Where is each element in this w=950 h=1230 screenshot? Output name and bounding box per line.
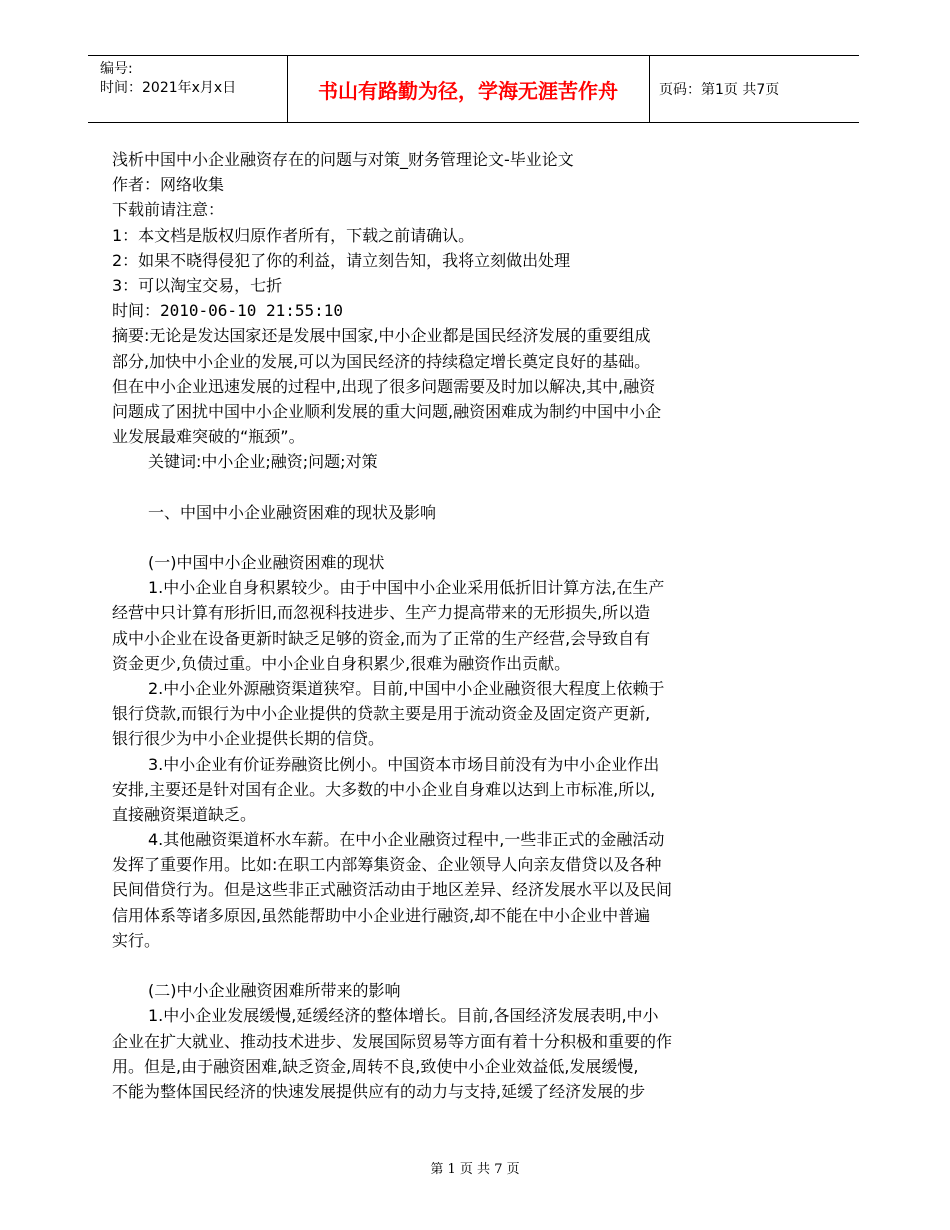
notice-item: 2：如果不晓得侵犯了你的利益，请立刻告知，我将立刻做出处理 bbox=[112, 250, 571, 270]
paragraph-line: 实行。 bbox=[112, 930, 161, 950]
section-heading: 一、中国中小企业融资困难的现状及影响 bbox=[148, 502, 437, 522]
paragraph-line: 信用体系等诸多原因,虽然能帮助中小企业进行融资,却不能在中小企业中普遍 bbox=[112, 905, 651, 925]
abstract-line: 问题成了困扰中国中小企业顺利发展的重大问题,融资困难成为制约中国中小企 bbox=[112, 401, 662, 421]
paragraph-line: 成中小企业在设备更新时缺乏足够的资金,而为了正常的生产经营,会导致自有 bbox=[112, 628, 651, 648]
time-label: 时间：2021年x月x日 bbox=[100, 80, 237, 96]
paragraph-line: 3.中小企业有价证券融资比例小。中国资本市场目前没有为中小企业作出 bbox=[148, 754, 660, 774]
paragraph-line: 发挥了重要作用。比如:在职工内部筹集资金、企业领导人向亲友借贷以及各种 bbox=[112, 855, 662, 875]
doc-author: 作者：网络收集 bbox=[112, 175, 225, 195]
paragraph-line: 经营中只计算有形折旧,而忽视科技进步、生产力提高带来的无形损失,所以造 bbox=[112, 603, 651, 623]
paragraph-line: 资金更少,负债过重。中小企业自身积累少,很难为融资作出贡献。 bbox=[112, 653, 571, 673]
abstract-line: 但在中小企业迅速发展的过程中,出现了很多问题需要及时加以解决,其中,融资 bbox=[112, 376, 656, 396]
abstract-line: 摘要:无论是发达国家还是发展中国家,中小企业都是国民经济发展的重要组成 bbox=[112, 326, 651, 346]
header-page-label: 页码：第1页 共7页 bbox=[659, 82, 780, 98]
header-divider bbox=[649, 56, 650, 122]
paragraph bbox=[112, 575, 762, 676]
header-motto: 书山有路勤为径，学海无涯苦作舟 bbox=[318, 78, 618, 103]
abstract-line: 部分,加快中小企业的发展,可以为国民经济的持续稳定增长奠定良好的基础。 bbox=[112, 351, 651, 371]
paragraph-line: 企业在扩大就业、推动技术进步、发展国际贸易等方面有着十分积极和重要的作 bbox=[112, 1031, 673, 1051]
subsection-heading: (二)中小企业融资困难所带来的影响 bbox=[148, 981, 401, 1001]
paragraph-line: 安排,主要还是针对国有企业。大多数的中小企业自身难以达到上市标准,所以, bbox=[112, 779, 656, 799]
header-meta bbox=[100, 60, 236, 98]
doc-time: 时间：2010-06-10 21:55:10 bbox=[112, 301, 344, 321]
keywords: 关键词:中小企业;融资;问题;对策 bbox=[148, 452, 378, 472]
paragraph bbox=[112, 1003, 762, 1104]
paragraph-line: 银行很少为中小企业提供长期的信贷。 bbox=[112, 729, 385, 749]
paragraph-line: 1.中小企业自身积累较少。由于中国中小企业采用低折旧计算方法,在生产 bbox=[148, 578, 665, 598]
doc-title: 浅析中国中小企业融资存在的问题与对策_财务管理论文-毕业论文 bbox=[112, 150, 574, 169]
paragraph-line: 2.中小企业外源融资渠道狭窄。目前,中国中小企业融资很大程度上依赖于 bbox=[148, 678, 665, 698]
paragraph-line: 民间借贷行为。但是这些非正式融资活动由于地区差异、经济发展水平以及民间 bbox=[112, 880, 673, 900]
paragraph bbox=[112, 676, 762, 752]
notice-item: 1：本文档是版权归原作者所有，下载之前请确认。 bbox=[112, 225, 475, 245]
document-header bbox=[88, 55, 859, 123]
page-footer: 第 1 页 共 7 页 bbox=[430, 1162, 520, 1177]
number-label: 编号: bbox=[100, 61, 133, 77]
notice-heading: 下载前请注意： bbox=[112, 200, 225, 220]
abstract-line: 业发展最难突破的“瓶颈”。 bbox=[112, 427, 305, 447]
paragraph-line: 4.其他融资渠道杯水车薪。在中小企业融资过程中,一些非正式的金融活动 bbox=[148, 830, 665, 850]
paragraph-line: 用。但是,由于融资困难,缺乏资金,周转不良,致使中小企业效益低,发展缓慢, bbox=[112, 1056, 639, 1076]
paragraph-line: 1.中小企业发展缓慢,延缓经济的整体增长。目前,各国经济发展表明,中小 bbox=[148, 1006, 659, 1026]
subsection-heading: (一)中国中小企业融资困难的现状 bbox=[148, 553, 385, 572]
paragraph-line: 不能为整体国民经济的快速发展提供应有的动力与支持,延缓了经济发展的步 bbox=[112, 1081, 646, 1101]
document-body bbox=[112, 147, 762, 1104]
abstract bbox=[112, 323, 762, 449]
paragraph-line: 银行贷款,而银行为中小企业提供的贷款主要是用于流动资金及固定资产更新, bbox=[112, 704, 651, 724]
paragraph bbox=[112, 827, 762, 953]
paragraph bbox=[112, 752, 762, 828]
notice-item: 3：可以淘宝交易，七折 bbox=[112, 275, 283, 295]
paragraph-line: 直接融资渠道缺乏。 bbox=[112, 804, 257, 824]
